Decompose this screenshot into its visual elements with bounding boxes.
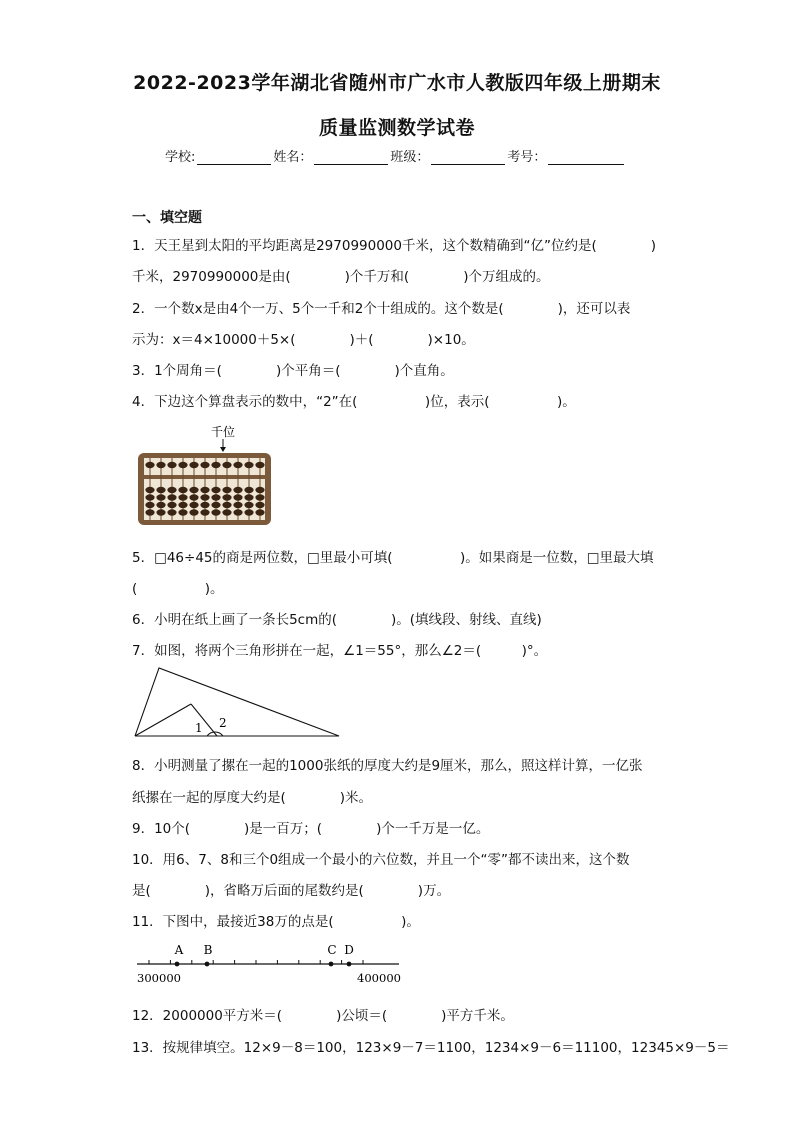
arrow-head-icon [220,447,226,452]
point-a [175,962,180,967]
question-2-line2: 示为：x＝4×10000＋5×( )＋( )×10。 [132,332,475,348]
question-10-line1: 10．用6、7、8和三个0组成一个最小的六位数，并且一个“零”都不读出来，这个数 [132,852,630,868]
abacus-bead [244,487,253,493]
abacus-bead [156,502,165,508]
abacus-bead [156,509,165,515]
triangle-figure [133,666,343,740]
question-9: 9．10个( )是一百万；( )个一千万是一亿。 [132,821,490,837]
section-heading: 一、填空题 [132,210,202,226]
point-d [347,962,352,967]
abacus-bead [211,502,220,508]
abacus-bead [255,494,264,500]
point-b-label: B [203,943,213,957]
abacus-bead [255,462,264,468]
abacus-bead [167,509,176,515]
abacus-bead [233,494,242,500]
abacus-bead [255,509,264,515]
abacus-bead [222,502,231,508]
name-blank[interactable] [314,150,388,165]
abacus-bead [145,487,154,493]
abacus-bead [200,487,209,493]
abacus-bead [211,462,220,468]
question-6: 6．小明在纸上画了一条长5cm的( )。(填线段、射线、直线) [132,612,542,628]
abacus-bead [189,487,198,493]
abacus-bead [222,487,231,493]
abacus-bead [178,502,187,508]
point-c-label: C [327,943,337,957]
page-title-line2: 质量监测数学试卷 [318,117,475,139]
question-12: 12．2000000平方米＝( )公顷＝( )平方千米。 [132,1008,514,1024]
large-triangle [135,668,339,736]
question-11: 11．下图中，最接近38万的点是( )。 [132,914,420,930]
question-1-line2: 千米，2970990000是由( )个千万和( )个万组成的。 [132,269,550,285]
abacus-bead [189,502,198,508]
abacus-bead [178,509,187,515]
abacus-bead [244,509,253,515]
abacus-bead [178,462,187,468]
abacus-bead [167,494,176,500]
page-title-line1: 2022-2023学年湖北省随州市广水市人教版四年级上册期末 [133,72,661,94]
question-3: 3．1个周角＝( )个平角＝( )个直角。 [132,363,454,379]
abacus-bead [255,487,264,493]
abacus-rods [145,458,264,520]
abacus-bead [211,487,220,493]
point-a-label: A [174,943,184,957]
angle-2-label: 2 [219,716,227,730]
question-2-line1: 2．一个数x是由4个一万、5个一千和2个十组成的。这个数是( )，还可以表 [132,301,631,317]
school-label: 学校: [165,150,196,165]
student-info-row [165,146,626,165]
abacus-bead [189,509,198,515]
exam-number-blank[interactable] [548,150,624,165]
class-blank[interactable] [431,150,505,165]
question-5-line2: ( )。 [132,581,224,597]
abacus-bead [167,462,176,468]
abacus-bead [156,487,165,493]
abacus-bead [244,502,253,508]
abacus-bead [200,502,209,508]
abacus-bead [145,462,154,468]
abacus-bead [167,487,176,493]
end-value: 400000 [357,971,401,985]
point-d-label: D [344,943,354,957]
abacus-bead [222,494,231,500]
abacus-bead [167,502,176,508]
number-line-figure [133,940,408,986]
abacus-bead [200,462,209,468]
inner-edge [135,704,191,736]
abacus-bead [156,494,165,500]
abacus-bead [145,509,154,515]
point-b [205,962,210,967]
abacus-bead [145,494,154,500]
abacus-bead [211,494,220,500]
question-4: 4．下边这个算盘表示的数中，“2”在( )位，表示( )。 [132,394,576,410]
abacus-bead [200,509,209,515]
abacus-bead [145,502,154,508]
abacus-figure [135,420,275,530]
abacus-bead [222,509,231,515]
abacus-bead [233,487,242,493]
question-1-line1: 1．天王星到太阳的平均距离是2970990000千米，这个数精确到“亿”位约是( ) [132,238,657,254]
exam-number-label: 考号： [507,150,547,165]
abacus-bead [233,462,242,468]
question-8-line1: 8．小明测量了摞在一起的1000张纸的厚度大约是9厘米，那么，照这样计算，一亿张 [132,758,643,774]
abacus-bead [244,462,253,468]
abacus-bead [189,462,198,468]
abacus-bead [200,494,209,500]
abacus-bead [222,462,231,468]
question-13: 13．按规律填空。12×9－8＝100，123×9－7＝1100，1234×9－6＝11100，12345×9－5＝ [132,1040,730,1056]
question-7: 7．如图，将两个三角形拼在一起，∠1＝55°，那么∠2＝( )°。 [132,643,548,659]
school-blank[interactable] [197,150,271,165]
start-value: 300000 [137,971,181,985]
abacus-bead [244,494,253,500]
abacus-bead [211,509,220,515]
abacus-bead [233,509,242,515]
abacus-bead [189,494,198,500]
angle-1-label: 1 [195,721,203,735]
name-label: 姓名： [273,150,313,165]
abacus-bead [178,494,187,500]
abacus-label: 千位 [210,425,236,439]
abacus-bead [156,462,165,468]
point-c [329,962,334,967]
question-8-line2: 纸摞在一起的厚度大约是( )米。 [132,790,373,806]
class-label: 班级： [390,150,430,165]
question-10-line2: 是( )，省略万后面的尾数约是( )万。 [132,883,451,899]
abacus-bead [178,487,187,493]
abacus-bead [255,502,264,508]
abacus-bead [233,502,242,508]
question-5-line1: 5．□46÷45的商是两位数，□里最小可填( )。如果商是一位数，□里最大填 [132,550,654,566]
